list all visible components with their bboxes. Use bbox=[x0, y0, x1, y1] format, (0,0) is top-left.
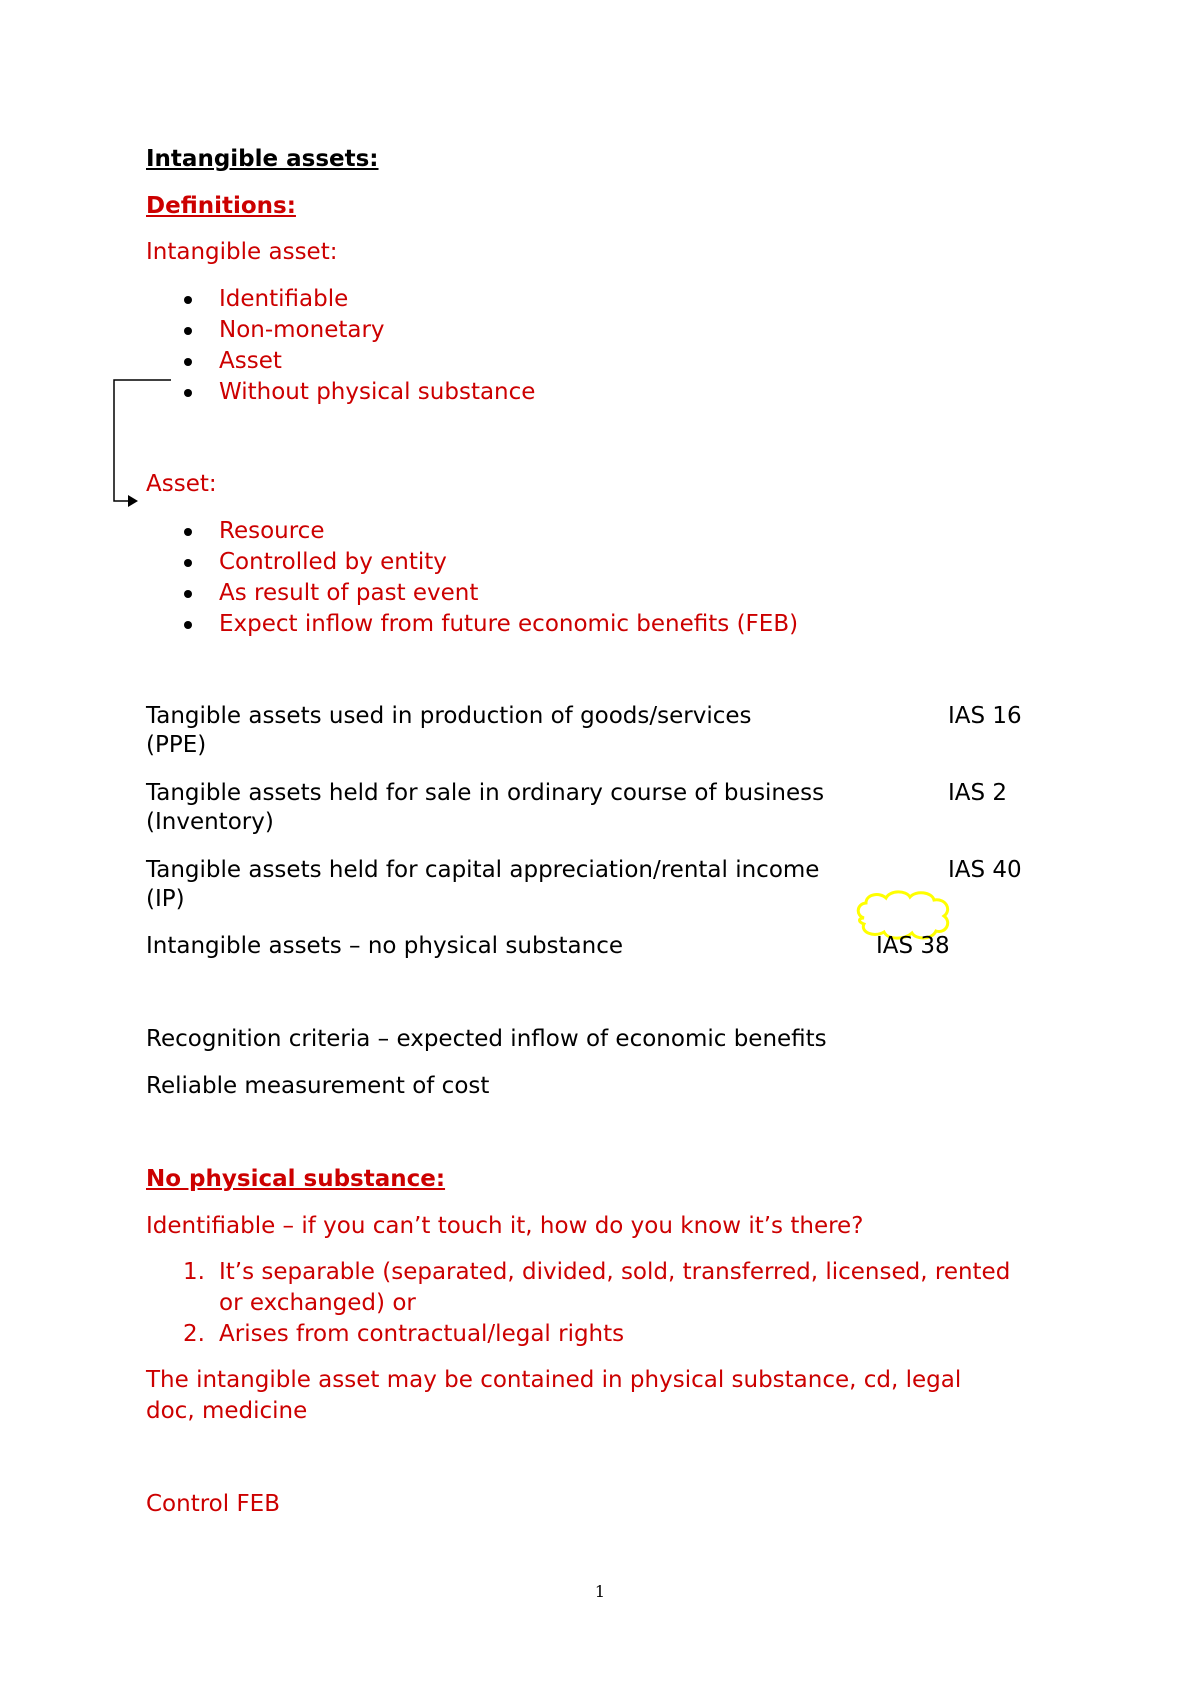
list-number: 2. bbox=[183, 1321, 205, 1347]
bullet-icon bbox=[184, 621, 192, 629]
list-item: Non-monetary bbox=[0, 315, 1200, 346]
bullet-icon bbox=[184, 559, 192, 567]
list-item: Expect inflow from future economic benefits (FEB) bbox=[0, 609, 1200, 640]
bullet-icon bbox=[184, 327, 192, 335]
asset-list bbox=[0, 516, 1200, 640]
standard-ref: IAS 38 bbox=[876, 933, 950, 959]
standard-ref: IAS 2 bbox=[948, 780, 1008, 806]
identifiable-question: Identifiable – if you can’t touch it, how do you know it’s there? bbox=[146, 1213, 864, 1239]
contained-note: doc, medicine bbox=[146, 1398, 308, 1424]
bullet-icon bbox=[184, 528, 192, 536]
list-item: Controlled by entity bbox=[0, 547, 1200, 578]
intangible-asset-label: Intangible asset: bbox=[146, 239, 338, 265]
numbered-item-text: Arises from contractual/legal rights bbox=[219, 1321, 625, 1347]
standard-ref: IAS 16 bbox=[948, 703, 1022, 729]
standard-row-text: Intangible assets – no physical substance bbox=[146, 933, 624, 959]
list-item: As result of past event bbox=[0, 578, 1200, 609]
definitions-heading: Definitions: bbox=[146, 193, 296, 219]
list-item: Without physical substance bbox=[0, 377, 1200, 408]
page-heading: Intangible assets: bbox=[146, 146, 379, 172]
standard-ref: IAS 40 bbox=[948, 857, 1022, 883]
bullet-icon bbox=[184, 590, 192, 598]
list-number: 1. bbox=[183, 1259, 205, 1285]
no-physical-heading: No physical substance: bbox=[146, 1166, 446, 1192]
list-item: Asset bbox=[0, 346, 1200, 377]
control-feb: Control FEB bbox=[146, 1491, 280, 1517]
bullet-icon bbox=[184, 358, 192, 366]
list-item: Resource bbox=[0, 516, 1200, 547]
standard-row-text: Tangible assets used in production of goods/services bbox=[146, 703, 752, 729]
standard-row-text: Tangible assets held for sale in ordinary course of business bbox=[146, 780, 825, 806]
page-number: 1 bbox=[594, 1582, 606, 1601]
bullet-icon bbox=[184, 296, 192, 304]
bullet-icon bbox=[184, 389, 192, 397]
list-item: Identifiable bbox=[0, 284, 1200, 315]
standard-row-text: Tangible assets held for capital appreciation/rental income bbox=[146, 857, 820, 883]
intangible-asset-list bbox=[0, 284, 1200, 408]
reliable-measurement: Reliable measurement of cost bbox=[146, 1073, 490, 1099]
contained-note: The intangible asset may be contained in physical substance, cd, legal bbox=[146, 1367, 962, 1393]
recognition-criteria: Recognition criteria – expected inflow of economic benefits bbox=[146, 1026, 827, 1052]
numbered-item-text: It’s separable (separated, divided, sold, transferred, licensed, rented bbox=[219, 1259, 1011, 1285]
numbered-item-text: or exchanged) or bbox=[219, 1290, 416, 1316]
standard-row-subtext: (Inventory) bbox=[146, 809, 274, 835]
asset-label: Asset: bbox=[146, 471, 217, 497]
standard-row-subtext: (IP) bbox=[146, 886, 185, 912]
standard-row-subtext: (PPE) bbox=[146, 732, 207, 758]
